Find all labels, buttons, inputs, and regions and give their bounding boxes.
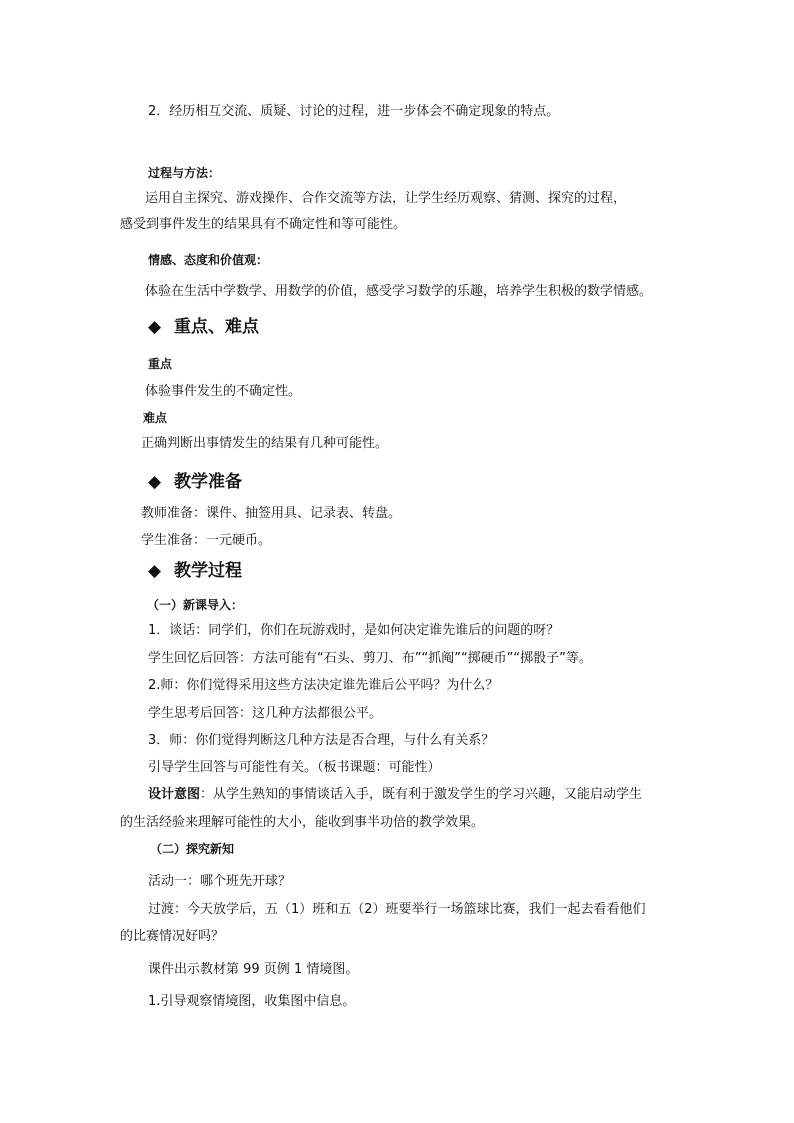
teacher-preparation: 教师准备：课件、抽签用具、记录表、转盘。 — [141, 506, 402, 521]
activity-1: 活动一：哪个班先开球？ — [148, 874, 292, 889]
process-line-6: 引导学生回答与可能性有关。（板书课题：可能性） — [148, 760, 441, 775]
design-intent-line-2: 的生活经验来理解可能性的大小，能收到事半功倍的教学效果。 — [120, 815, 485, 830]
student-preparation: 学生准备：一元硬币。 — [141, 533, 272, 548]
guide-line: 1.引导观察情境图，收集图中信息。 — [148, 994, 356, 1009]
process-method-heading: 过程与方法： — [148, 166, 221, 180]
section-preparation — [148, 471, 242, 493]
diamond-icon: ◆ — [148, 561, 162, 581]
process-line-2: 学生回忆后回答：方法可能有“石头、剪刀、布”“抓阄”“掷硬币”“掷骰子”等。 — [148, 651, 592, 666]
section-key-points — [148, 316, 259, 338]
transition-line-2: 的比赛情况好吗？ — [120, 929, 225, 944]
difficult-point-text: 正确判断出事情发生的结果有几种可能性。 — [141, 436, 389, 451]
part-1-heading: （一）新课导入： — [147, 598, 244, 612]
part-2-heading: （二）探究新知 — [150, 842, 235, 856]
key-point-label: 重点 — [148, 357, 173, 371]
process-line-3: 2.师：你们觉得采用这些方法决定谁先谁后公平吗？为什么？ — [148, 678, 499, 693]
process-line-1: 1．谈话：同学们，你们在玩游戏时，是如何决定谁先谁后的问题的呀？ — [148, 623, 560, 638]
emotion-line-1: 体验在生活中学数学、用数学的价值，感受学习数学的乐趣，培养学生积极的数学情感。 — [145, 284, 653, 299]
section-title: 教学准备 — [174, 472, 242, 492]
section-title: 重点、难点 — [174, 317, 259, 337]
design-intent-text: ：从学生熟知的事情谈话入手，既有利于激发学生的学习兴趣，又能启动学生 — [200, 787, 643, 802]
difficult-point-label: 难点 — [143, 411, 168, 425]
goal-2: 2．经历相互交流、质疑、讨论的过程，进一步体会不确定现象的特点。 — [148, 104, 560, 119]
section-teaching-process — [148, 560, 242, 582]
process-line-4: 学生思考后回答：这几种方法都很公平。 — [148, 706, 383, 721]
section-title: 教学过程 — [174, 561, 242, 581]
emotion-heading: 情感、态度和价值观： — [148, 253, 269, 267]
key-point-text: 体验事件发生的不确定性。 — [145, 384, 302, 399]
process-method-line-2: 感受到事件发生的结果具有不确定性和等可能性。 — [120, 217, 407, 232]
process-method-line-1: 运用自主探究、游戏操作、合作交流等方法，让学生经历观察、猜测、探究的过程， — [145, 191, 627, 206]
design-intent-label: 设计意图 — [148, 787, 201, 802]
courseware-line: 课件出示教材第 99 页例 1 情境图。 — [148, 962, 359, 977]
diamond-icon: ◆ — [148, 472, 162, 492]
process-line-5: 3．师：你们觉得判断这几种方法是否合理，与什么有关系？ — [148, 733, 495, 748]
diamond-icon: ◆ — [148, 317, 162, 337]
transition-line-1: 过渡：今天放学后，五（1）班和五（2）班要举行一场篮球比赛，我们一起去看看他们 — [148, 902, 646, 917]
design-intent-line-1 — [148, 786, 642, 804]
